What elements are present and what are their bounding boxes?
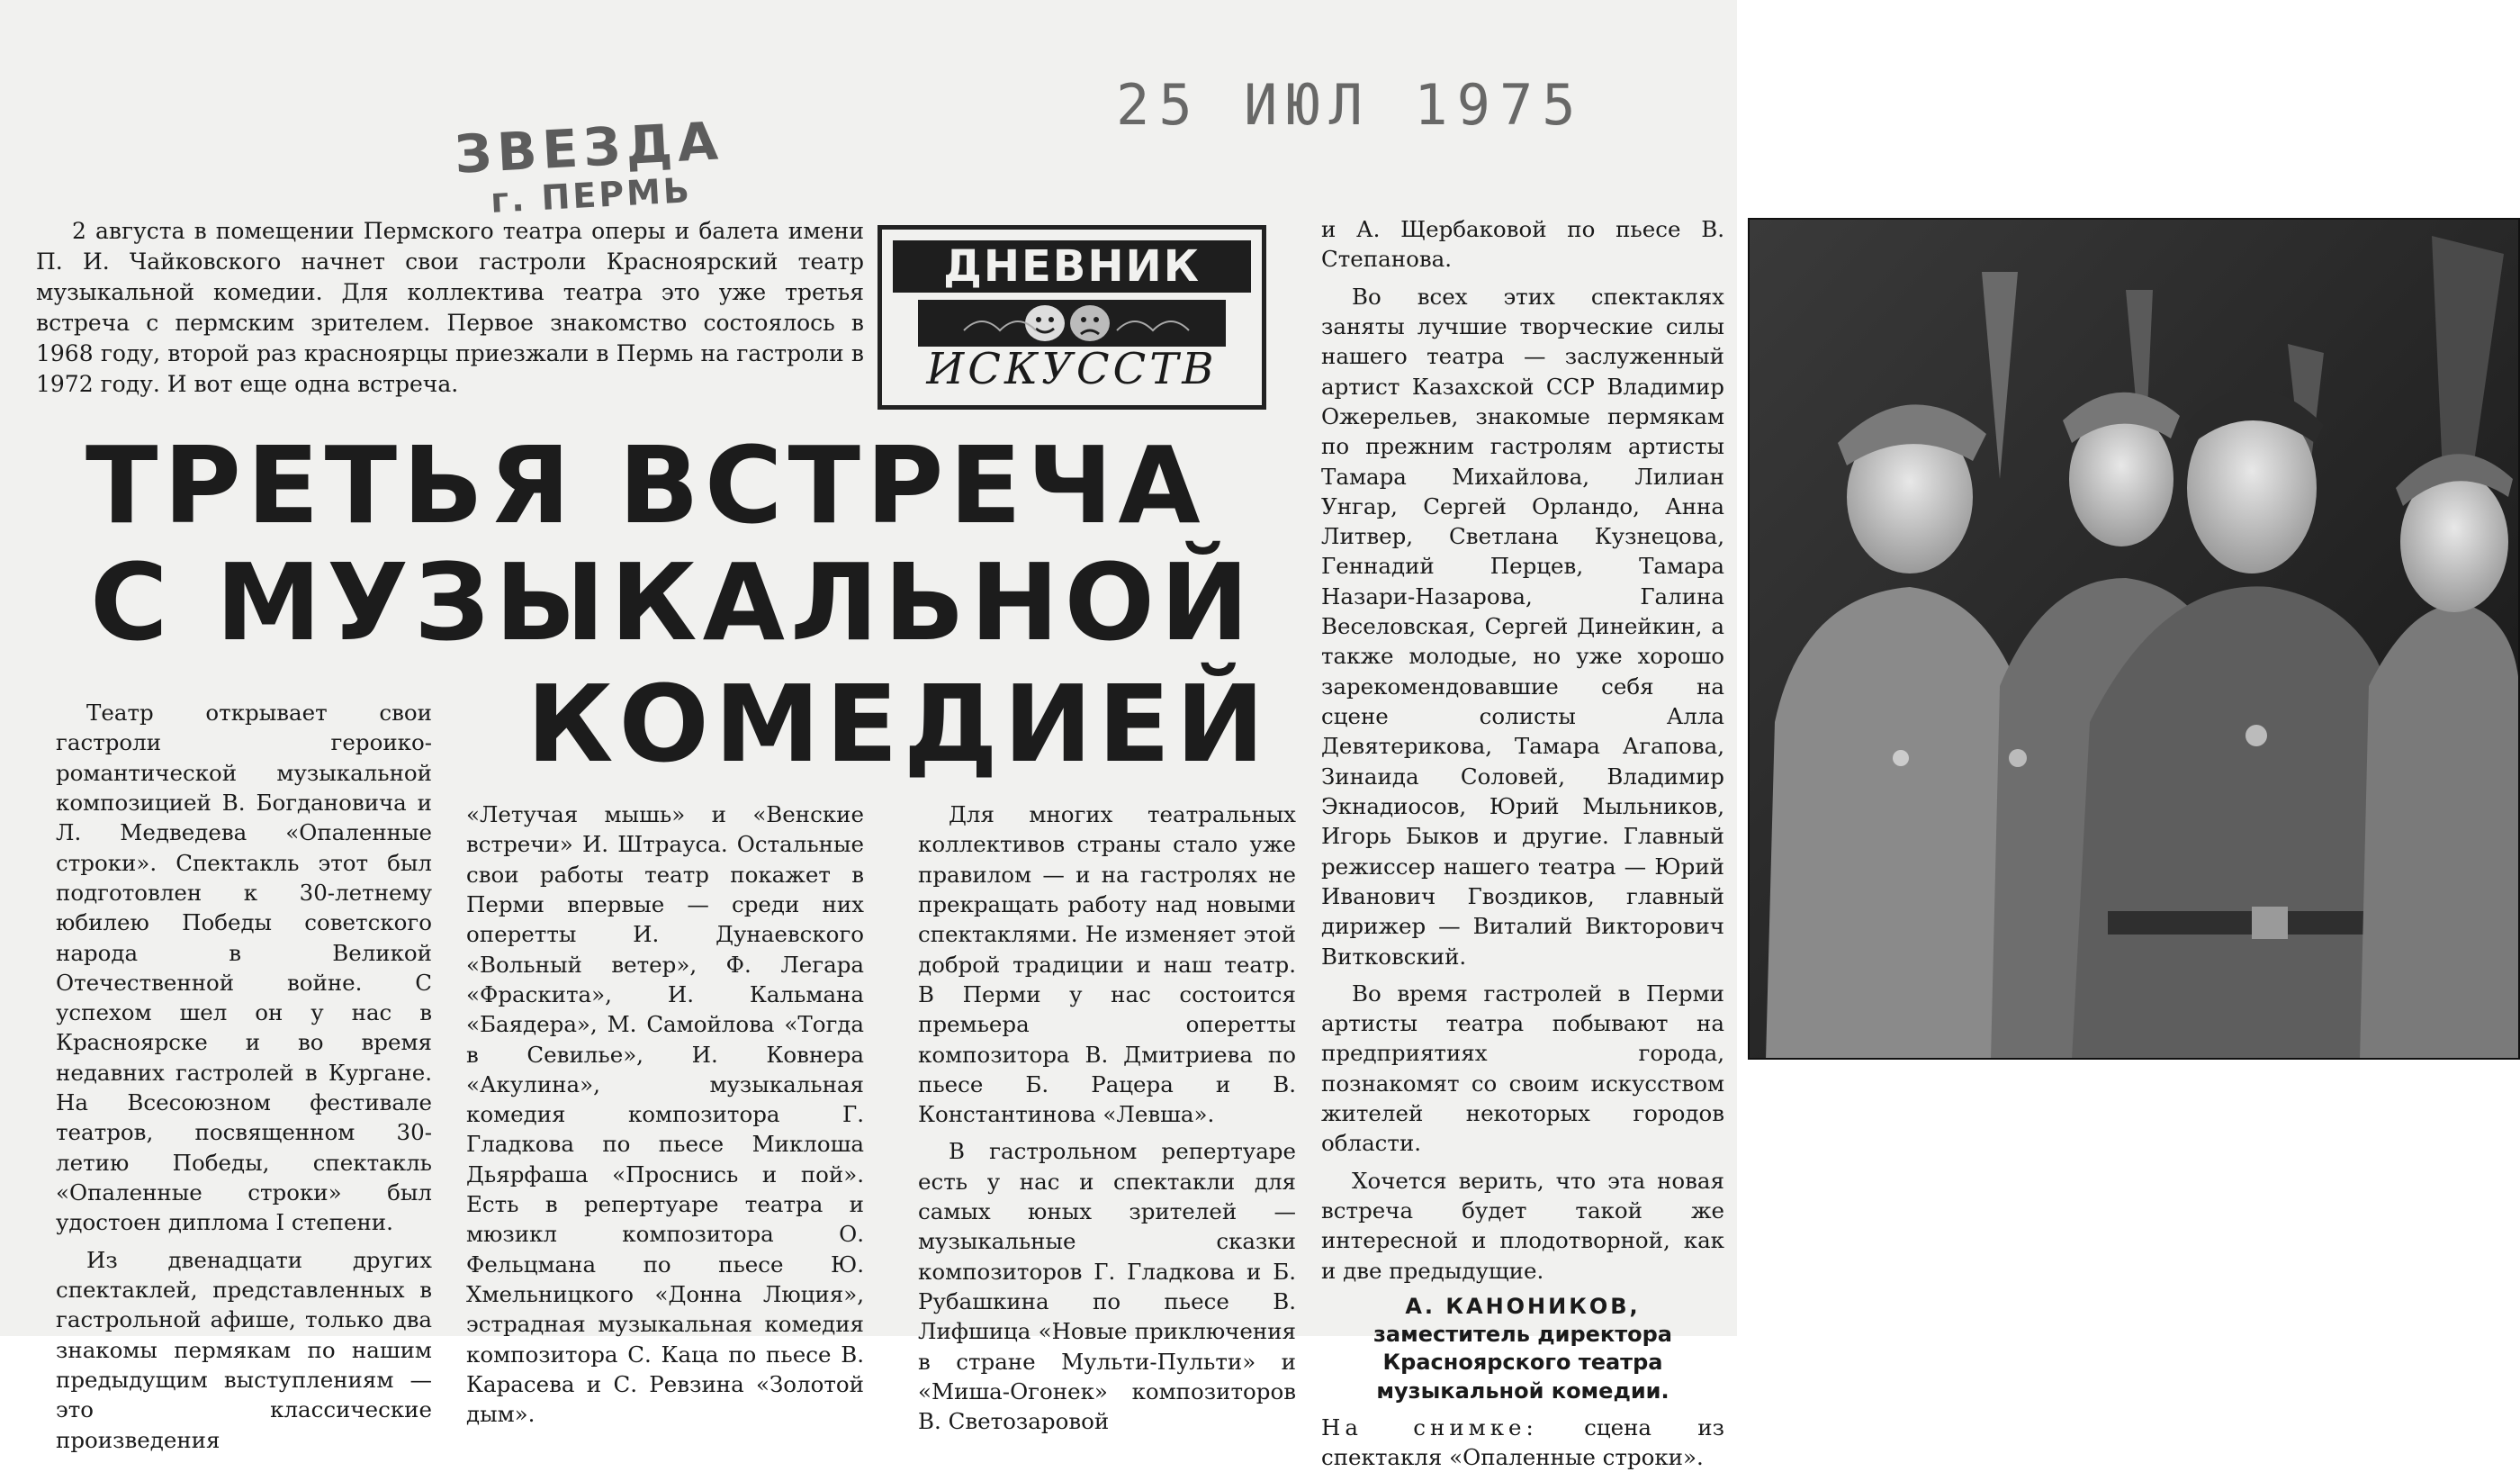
article-column-2 (466, 799, 864, 1437)
date-stamp: 25 ИЮЛ 1975 (1116, 72, 1585, 138)
rubric-subtitle: ИСКУССТВ (926, 344, 1218, 394)
caption-text: сцена из спектакля «Опаленные строки». (1321, 1413, 1724, 1470)
lead-paragraph: 2 августа в помещении Пермского театра оперы и балета имени П. И. Чайковского начнет свои гастроли Красноярский театр музыкальной комедии. Для коллектива театра это уже третья встреча с пермским зрителем. Первое знакомство состоялось в 1968 году, второй раз красноярцы приезжали в Пермь на гастроли в 1972 году. И вот еще одна встреча. (36, 218, 864, 397)
author-title: заместитель директора Красноярского театра музыкальной комедии. (1372, 1322, 1672, 1404)
city-stamp: г. ПЕРМЬ (490, 170, 693, 221)
paragraph: Для многих театральных коллективов страны стало уже правилом — и на гастролях не прекращать работу над новыми спектаклями. Не изменяет этой доброй традиции и наш театр. В Перми у нас состоится премьера оперетты композитора В. Дмитриева по пьесе Б. Рацера и В. Константинова «Левша». (918, 801, 1296, 1128)
rubric-badge (878, 225, 1266, 410)
blank-margin (1737, 1062, 2520, 1336)
headline-line-2: С МУЗЫКАЛЬНОЙ (90, 540, 1255, 664)
paragraph: Театр открывает свои гастроли героико-романтической музыкальной композицией В. Богдановича и Л. Медведева «Опаленные строки». Спектакль этот был подготовлен к 30-летнему юбилею Победы советского народа в Великой Отечественной войне. С успехом шел он у нас в Красноярске и во время недавних гастролей в Кургане. На Всесоюзном фестивале театров, посвященном 30-летию Победы, спектакль «Опаленные строки» был удостоен диплома I степени. (56, 700, 432, 1236)
photo-caption (1321, 1413, 1724, 1472)
author-name: А. КАНОНИКОВ, (1405, 1293, 1641, 1319)
stage-photo (1748, 218, 2520, 1060)
rubric-title: ДНЕВНИК (893, 240, 1251, 293)
paragraph: Из двенадцати других спектаклей, представленных в гастрольной афише, только два знакомы пермякам по нашим предыдущим выступлениям — это классические произведения (56, 1246, 432, 1453)
caption-label: На снимке: (1321, 1413, 1538, 1440)
newspaper-name-stamp: ЗВЕЗДА (453, 110, 725, 185)
paragraph: «Летучая мышь» и «Венские встречи» И. Штрауса. Остальные свои работы театр покажет в Перми впервые — среди них оперетты И. Дунаевского «Вольный ветер», Ф. Легара «Фраскита», И. Кальмана «Баядера», М. Самойлова «Тогда в Севилье», И. Ковнера «Акулина», музыкальная комедия композитора Г. Гладкова по пьесе Миклоша Дьярфаша «Проснись и пой». Есть в репертуаре театра и мюзикл композитора О. Фельцмана по пьесе Ю. Хмельницкого «Донна Люция», эстрадная музыкальная комедия композитора С. Каца по пьесе В. Карасева и С. Ревзина «Золотой дым». (466, 801, 864, 1428)
paragraph: Во время гастролей в Перми артисты театра побывают на предприятиях города, познакомят со своим искусством жителей некоторых городов области. (1321, 980, 1724, 1157)
paragraph: Хочется верить, что эта новая встреча будет такой же интересной и плодотворной, как и две предыдущие. (1321, 1167, 1724, 1284)
article-column-3 (918, 799, 1296, 1444)
theatre-masks-icon (918, 300, 1226, 347)
paragraph: Во всех этих спектаклях заняты лучшие творческие силы нашего театра — заслуженный артист Казахской ССР Владимир Ожерельев, знакомые пермякам по прежним гастролям артисты Тамара Михайлова, Лилиан Унгар, Сергей Орландо, Анна Литвер, Светлана Кузнецова, Геннадий Перцев, Тамара Назари-Назарова, Галина Веселовская, Сергей Динейкин, а также молодые, но уже хорошо зарекомендовавшие себя на сцене солисты Алла Девятерикова, Тамара Агапова, Зинаида Соловей, Владимир Экнадиосов, Юрий Мыльников, Игорь Быков и другие. Главный режиссер нашего театра — Юрий Иванович Гвоздиков, главный дирижер — Виталий Викторович Витковский. (1321, 283, 1724, 970)
paragraph: и А. Щербаковой по пьесе В. Степанова. (1321, 216, 1724, 273)
article-column-1 (56, 698, 432, 1462)
article-column-4 (1321, 214, 1724, 1472)
headline-line-1: ТРЕТЬЯ ВСТРЕЧА (86, 423, 1206, 547)
headline-line-3: КОМЕДИЕЙ (526, 662, 1271, 786)
author-signature (1321, 1293, 1724, 1405)
paragraph: В гастрольном репертуаре есть у нас и спектакли для самых юных зрителей — музыкальные сказки композиторов Г. Гладкова и Б. Рубашкина по пьесе В. Лифшица «Новые приключения в стране Мульти-Пульти» и «Миша-Огонек» композиторов В. Светозаровой (918, 1138, 1296, 1435)
